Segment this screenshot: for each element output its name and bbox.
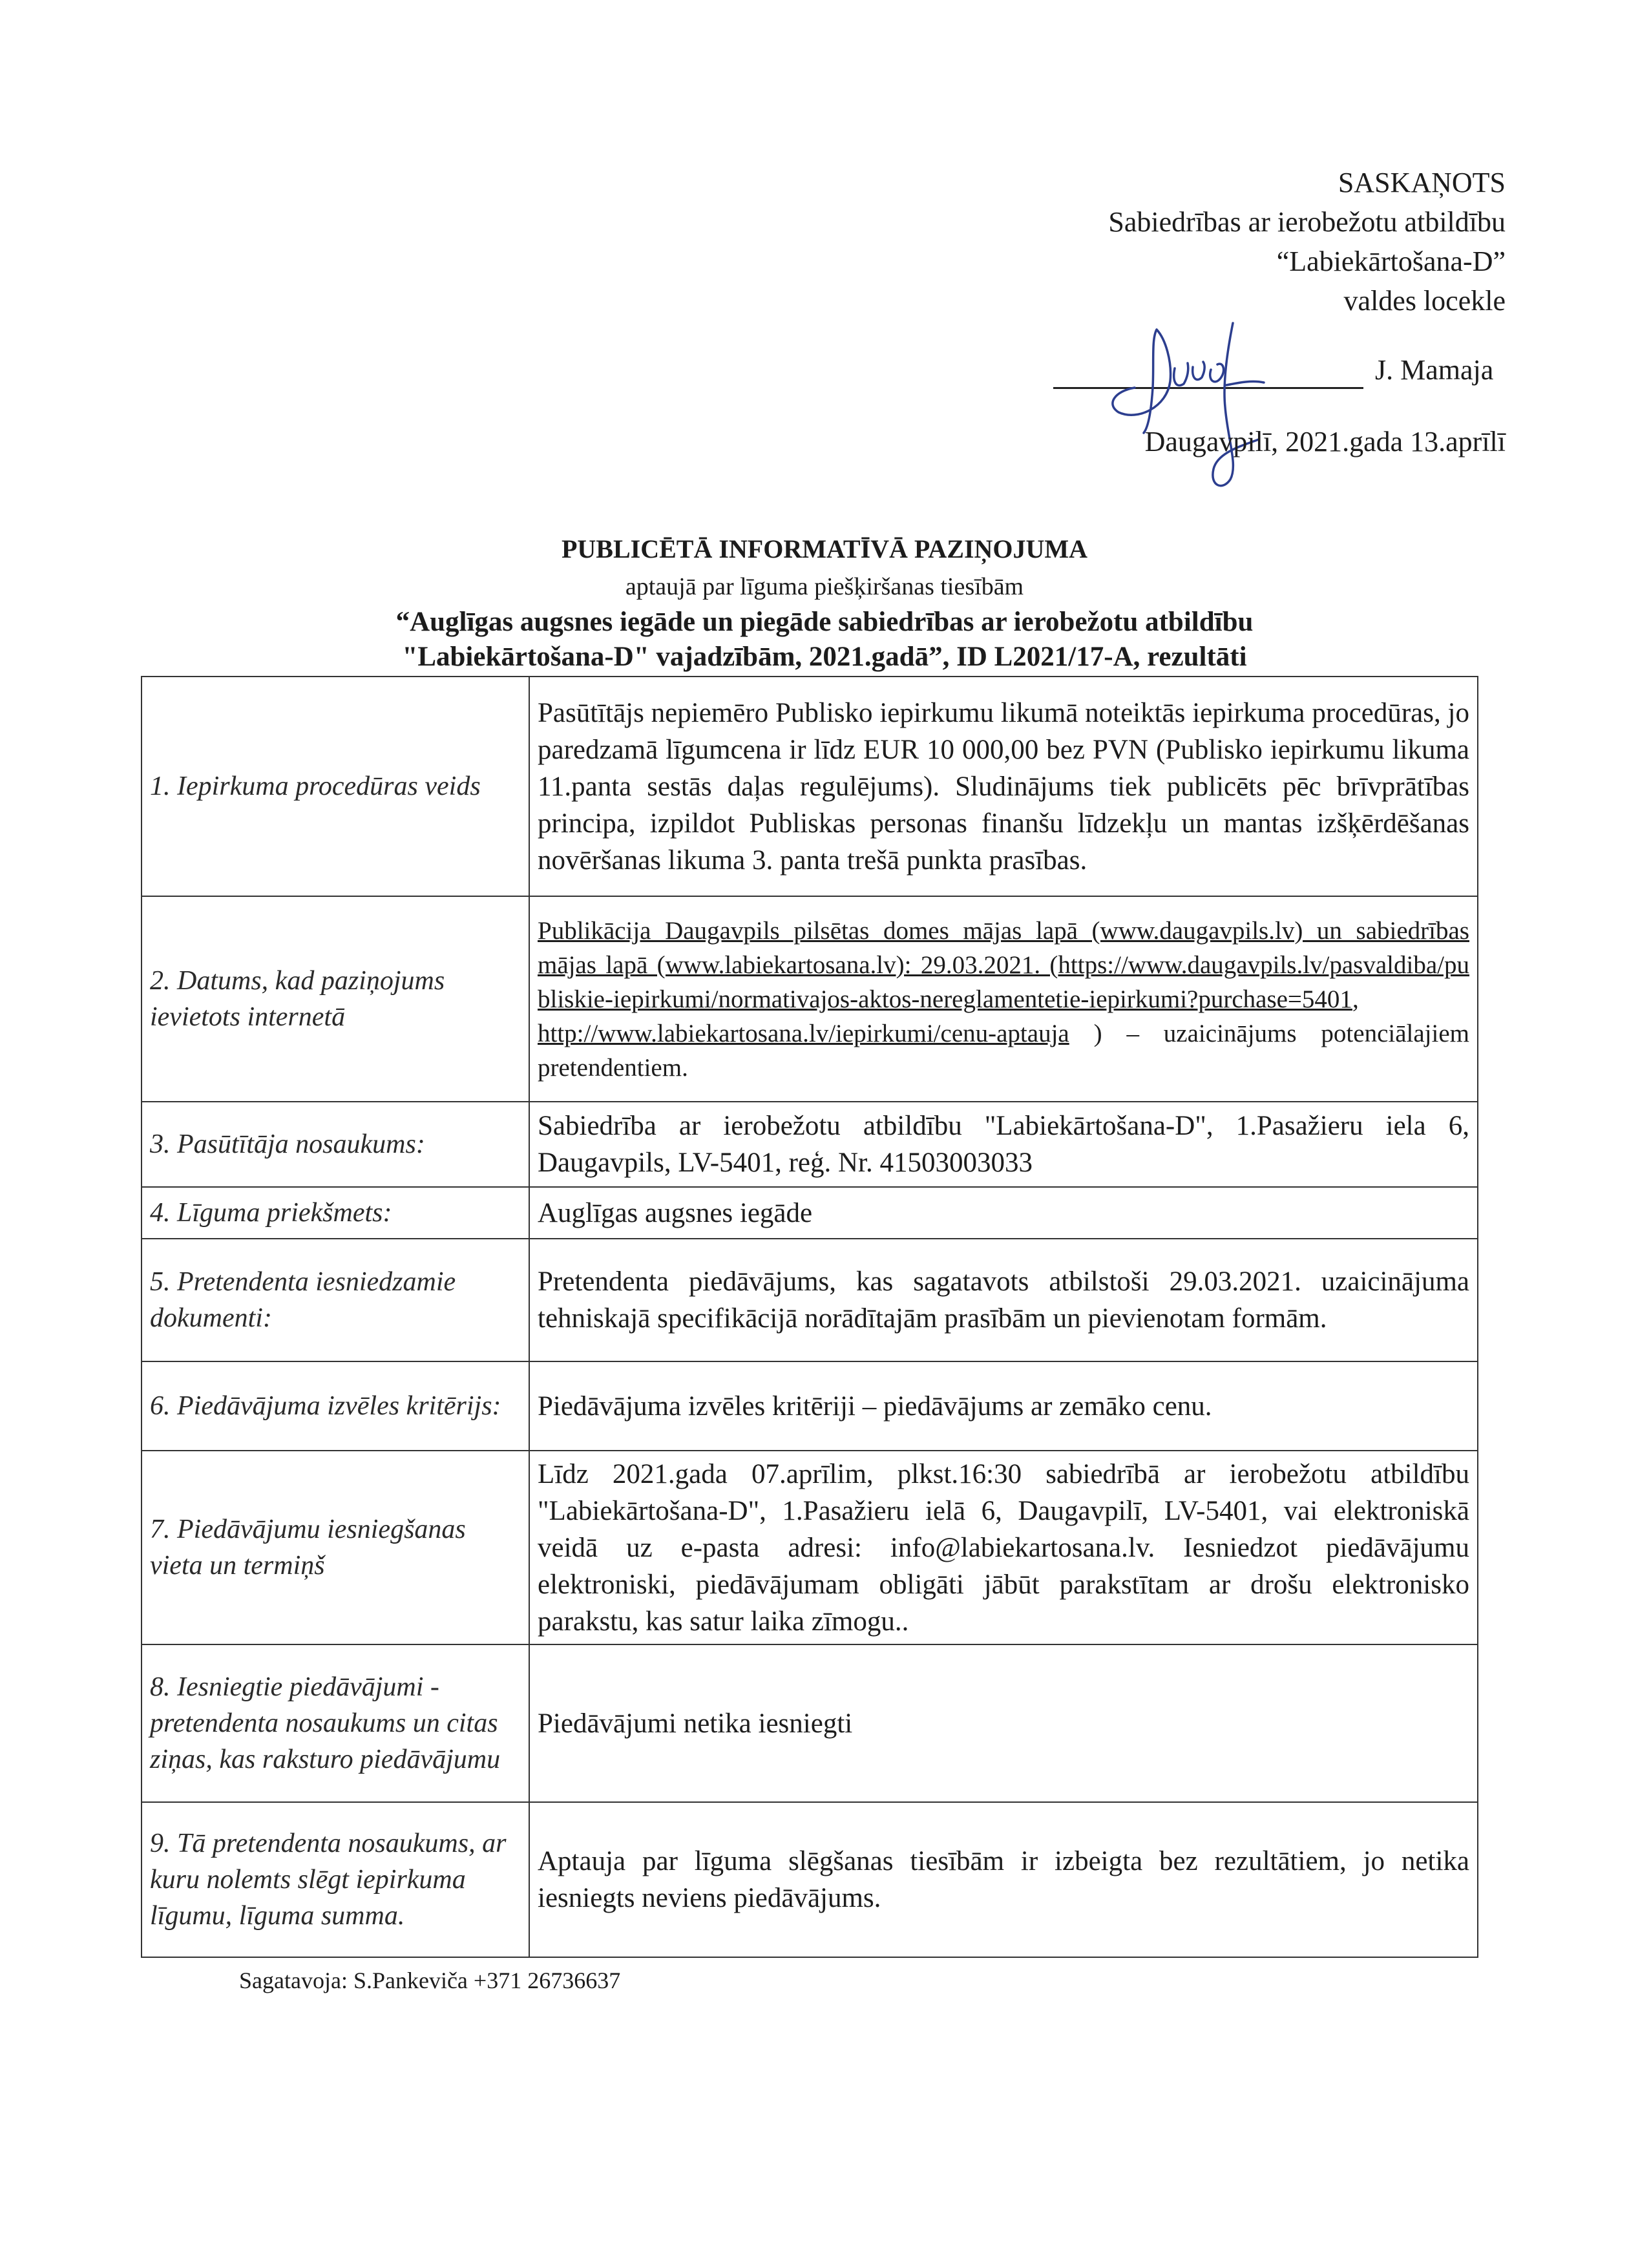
row-value: Piedāvājuma izvēles kritēriji – piedāvājums ar zemāko cenu. bbox=[529, 1361, 1478, 1451]
approval-company-name: “Labiekārtošana-D” bbox=[1276, 246, 1506, 277]
procurement-name-line-2: "Labiekārtošana-D" vajadzībām, 2021.gadā”, ID L2021/17-A, rezultāti bbox=[402, 642, 1247, 672]
row-value: Pretendenta piedāvājums, kas sagatavots atbilstoši 29.03.2021. uzaicinājuma tehniskajā specifikācijā norādītajām prasībām un pievienotam formām. bbox=[529, 1239, 1478, 1361]
row-value: Līdz 2021.gada 07.aprīlim, plkst.16:30 sabiedrībā ar ierobežotu atbildību "Labiekārtošana-D", 1.Pasažieru ielā 6, Daugavpilī, LV-5401, vai elektroniskā veidā uz e-pasta adresi: info@labiekartosana.lv. Iesniedzot piedāvājumu elektroniski, piedāvājumam obligāti jābūt parakstītam ar drošu elektronisko parakstu, kas satur laika zīmogu.. bbox=[529, 1451, 1478, 1644]
table-row bbox=[142, 677, 1478, 896]
labiekartosana-price-survey-link[interactable]: http://www.labiekartosana.lv/iepirkumi/cenu-aptauja bbox=[538, 1019, 1069, 1047]
row-value: Sabiedrība ar ierobežotu atbildību "Labiekārtošana-D", 1.Pasažieru iela 6, Daugavpils, LV-5401, reģ. Nr. 41503003033 bbox=[529, 1102, 1478, 1187]
results-table bbox=[141, 676, 1478, 1958]
row-label: 4. Līguma priekšmets: bbox=[142, 1187, 529, 1239]
row-label: 3. Pasūtītāja nosaukums: bbox=[142, 1102, 529, 1187]
table-row bbox=[142, 1102, 1478, 1187]
row-value: Pasūtītājs nepiemēro Publisko iepirkumu likumā noteiktās iepirkuma procedūras, jo paredzamā līgumcena ir līdz EUR 10 000,00 bez PVN (Publisko iepirkumu likuma 11.panta sestās daļas regulējums). Sludinājums tiek publicēts pēc brīvprātības principa, izpildot Publiskas personas finanšu līdzekļu un mantas izšķērdēšanas novēršanas likuma 3. panta trešā punkta prasības. bbox=[529, 677, 1478, 896]
approval-block bbox=[1108, 163, 1506, 320]
table-row bbox=[142, 1187, 1478, 1239]
daugavpils-procurement-link[interactable]: https://www.daugavpils.lv/pasvaldiba/publiskie-iepirkumi/normativajos-aktos-nereglamentetie-iepirkumi?purchase=5401 bbox=[538, 950, 1469, 1013]
row-value: Piedāvājumi netika iesniegti bbox=[529, 1644, 1478, 1802]
procurement-name-line-1: “Auglīgas augsnes iegāde un piegāde sabiedrības ar ierobežotu atbildību bbox=[395, 607, 1254, 637]
notice-subtitle: aptaujā par līguma piešķiršanas tiesībām bbox=[625, 573, 1024, 600]
link-separator: , bbox=[1352, 985, 1359, 1013]
handwritten-signature bbox=[1089, 310, 1277, 504]
row-value: Aptauja par līguma slēgšanas tiesībām ir izbeigta bez rezultātiem, jo netika iesniegts neviens piedāvājums. bbox=[529, 1802, 1478, 1957]
row-label: 5. Pretendenta iesniedzamie dokumenti: bbox=[142, 1239, 529, 1361]
approval-position: valdes locekle bbox=[1343, 285, 1506, 317]
table-row bbox=[142, 1239, 1478, 1361]
publication-text: Publikācija Daugavpils pilsētas domes mājas lapā (www.daugavpils.lv) un sabiedrības mājas lapā (www.labiekartosana.lv): 29.03.2021. ( bbox=[538, 916, 1469, 979]
row-label: 8. Iesniegtie piedāvājumi - pretendenta nosaukums un citas ziņas, kas raksturo piedāvājumu bbox=[142, 1644, 529, 1802]
table-row bbox=[142, 1451, 1478, 1644]
signer-name: J. Mamaja bbox=[1375, 354, 1494, 386]
approval-company-line: Sabiedrības ar ierobežotu atbildību bbox=[1108, 206, 1506, 238]
place-and-date: Daugavpilī, 2021.gada 13.aprīlī bbox=[1144, 426, 1506, 457]
row-label: 2. Datums, kad paziņojums ievietots internetā bbox=[142, 896, 529, 1102]
table-row bbox=[142, 1361, 1478, 1451]
table-row bbox=[142, 1802, 1478, 1957]
row-label: 1. Iepirkuma procedūras veids bbox=[142, 677, 529, 896]
notice-title: PUBLICĒTĀ INFORMATĪVĀ PAZIŅOJUMA bbox=[561, 534, 1088, 563]
invitation-text: ) – uzaicinājums potenciālajiem pretendentiem. bbox=[538, 1019, 1469, 1082]
table-row bbox=[142, 1644, 1478, 1802]
row-label: 6. Piedāvājuma izvēles kritērijs: bbox=[142, 1361, 529, 1451]
row-label: 9. Tā pretendenta nosaukums, ar kuru nolemts slēgt iepirkuma līgumu, līguma summa. bbox=[142, 1802, 529, 1957]
approval-heading: SASKAŅOTS bbox=[1338, 167, 1506, 198]
row-value: Auglīgas augsnes iegāde bbox=[529, 1187, 1478, 1239]
row-value bbox=[529, 896, 1478, 1102]
table-row bbox=[142, 896, 1478, 1102]
row-label: 7. Piedāvājumu iesniegšanas vieta un termiņš bbox=[142, 1451, 529, 1644]
prepared-by: Sagatavoja: S.Pankeviča +371 26736637 bbox=[239, 1968, 621, 1993]
signature-line bbox=[1053, 342, 1363, 394]
